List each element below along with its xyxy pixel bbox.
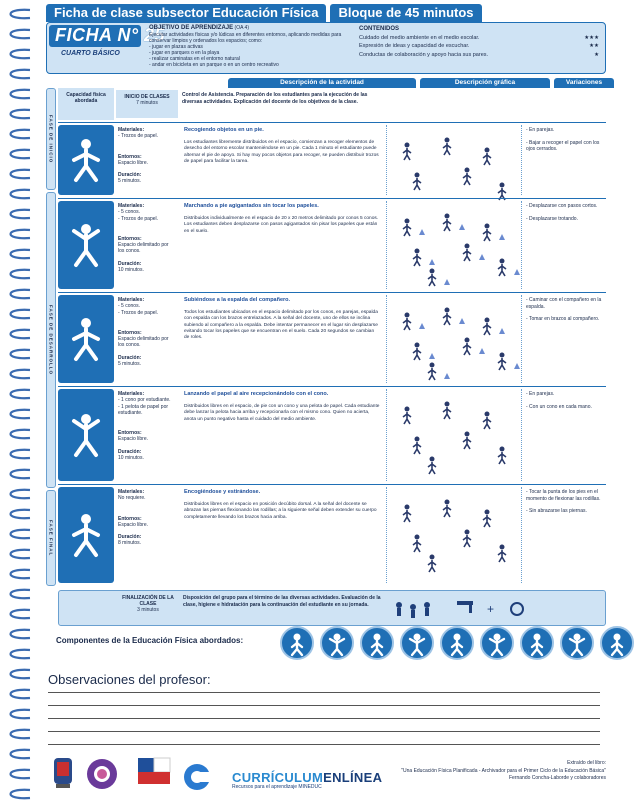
duration-line: Duración:: [118, 354, 142, 361]
content-item: Expresión de ideas y capacidad de escuchar.: [359, 43, 470, 50]
component-icon: [520, 626, 554, 660]
space-line: Entornos:: [118, 515, 142, 522]
objective-title: OBJETIVO DE APRENDIZAJE: [149, 25, 234, 31]
finish-label: FINALIZACIÓN DE LA CLASE: [122, 595, 174, 607]
finish-text: Disposición del grupo para el término de las diversas actividades. Evaluación de la clase, higiene e hidratación para la continuación del estudiante en su jornada.: [183, 595, 381, 608]
brand-b: ENLÍNEA: [323, 770, 383, 785]
component-icon: [400, 626, 434, 660]
materials-line: Materiales:: [118, 127, 145, 133]
activity-title: Subiéndose a la espalda del compañero.: [184, 297, 291, 303]
athlete-figure-icon: [66, 315, 106, 363]
materials-line: - 1 pelota de papel por estudiante.: [118, 403, 169, 416]
capacity-icon: [58, 389, 114, 481]
component-icon: [560, 626, 594, 660]
objective-item: - jugar en plazas activas: [149, 44, 203, 51]
materials-line: - 1 cono por estudiante.: [118, 397, 171, 404]
col-variations: Variaciones: [554, 78, 614, 88]
materials-line: - 5 conos.: [118, 303, 140, 310]
objective-item: - jugar en parques o en la playa: [149, 50, 220, 57]
start-label: INICIO DE CLASES: [124, 94, 170, 100]
capacity-icon: [58, 295, 114, 383]
space-line: Espacio libre.: [118, 436, 149, 443]
top-info-box: [46, 22, 606, 74]
duration-line: Duración:: [118, 534, 142, 540]
start-box: [116, 90, 178, 118]
activity-graphic: [386, 487, 522, 583]
materials-line: Materiales:: [118, 489, 145, 495]
content-stars: ★★★: [584, 35, 599, 41]
space-line: Espacio delimitado por los conos.: [118, 242, 169, 255]
materials-line: Materiales:: [118, 203, 145, 209]
ficha-number: FICHA N° 25: [55, 25, 166, 45]
activity-text: Distribuidos libres en el espacio, de pie con un cono y una pelota de papel. Cada estudiante debe lanzar la pelota hacia arriba y recepcionarla con el mismo cono. Quien no acierta, anota un punto negativo hasta el cuidado del medio ambiente.: [184, 404, 380, 422]
athlete-figure-icon: [66, 411, 106, 459]
materials-line: Materiales:: [118, 297, 145, 303]
phase-development: FASE DE DESARROLLO: [46, 192, 56, 488]
materials-cell: [116, 125, 178, 195]
variations-cell: [524, 389, 606, 481]
scene-illustration: [387, 125, 521, 193]
variation-line: - Tocar la punta de los pies en el momento de flexionar las rodillas.: [526, 489, 601, 502]
component-icon: [320, 626, 354, 660]
space-line: Entornos:: [118, 430, 142, 436]
activity-graphic: [386, 389, 522, 481]
materials-line: - Trozos de papel.: [118, 215, 159, 222]
variation-line: - Caminar con el compañero en la espalda.: [526, 297, 602, 310]
mineduc-logo-icon: [136, 756, 172, 792]
obs-line: [48, 731, 600, 732]
materials-line: Materiales:: [118, 391, 145, 397]
finish-graphic: [387, 595, 587, 623]
variation-line: - Desplazarse trotando.: [526, 215, 578, 222]
activity-text: Los estudiantes libremente distribuidos en el espacio, comienzan a recoger elementos de desecho del entorno escolar manteniéndose en un pie. Cada 1 minuto el estudiante puede alternar el pie de apoyo. Si hay muy pocos objetos para recoger, se pueden distribuir trozos de papel para facilitar la tarea.: [184, 140, 379, 164]
curriculum-brand: [232, 770, 382, 785]
observations-label: Observaciones del profesor:: [48, 672, 211, 687]
scene-illustration: [387, 389, 521, 479]
notebook-spiral: [0, 0, 36, 800]
activity-cell: [182, 201, 382, 289]
duration-line: 5 minutos.: [118, 178, 142, 185]
activity-title: Lanzando el papel al aire recepcionándolo con el cono.: [184, 391, 329, 397]
content-stars: ★: [594, 51, 599, 58]
activity-row: [58, 122, 606, 196]
obs-line: [48, 705, 600, 706]
activity-cell: [182, 295, 382, 383]
athlete-figure-icon: [66, 511, 106, 559]
source-credit: [401, 760, 606, 783]
activity-row: [58, 386, 606, 482]
activity-row: [58, 292, 606, 384]
duration-line: 5 minutos.: [118, 360, 142, 367]
variation-line: - Con un cono en cada mano.: [526, 403, 592, 410]
col-activity: Descripción de la actividad: [228, 78, 416, 88]
contents-title: CONTENIDOS: [359, 26, 400, 32]
activity-cell: [182, 389, 382, 481]
inta-logo-icon: [84, 756, 120, 792]
phase-start: FASE DE INICIO: [46, 88, 56, 190]
obs-line: [48, 692, 600, 693]
variations-cell: [524, 201, 606, 289]
objective-text: Ejecutar actividades físicas y/o lúdicas en diferentes entornos, aplicando medidas para conservar limpios y ordenados los espacios; como:: [149, 32, 342, 45]
variations-cell: [524, 487, 606, 583]
capacity-icon: [58, 125, 114, 195]
variation-line: - En parejas.: [526, 127, 555, 133]
variation-line: - Sin abrazarse las piernas.: [526, 508, 587, 514]
start-text: Control de Asistencia. Preparación de los estudiantes para la ejecución de las diversas actividades. Explicación del docente de los objetivos de la clase.: [182, 92, 368, 105]
activity-text: Distribuidos libres en el espacio en posición decúbito dorsal. A la señal del docente se abrazan las piernas flexionando las rodillas; a la siguiente señal deben extender su cuerpo completamente llevando los brazos hacia arriba.: [184, 502, 377, 520]
activity-graphic: [386, 295, 522, 383]
duration-line: Duración:: [118, 448, 142, 455]
objective-item: - andar en bicicleta en un parque o en un centro recreativo: [149, 62, 279, 69]
header-title: Ficha de clase subsector Educación Física: [46, 4, 326, 22]
credit-line: Fernando Concha-Laborde y colaboradores: [508, 775, 606, 781]
content-item: Cuidado del medio ambiente en el medio escolar.: [359, 35, 480, 41]
materials-cell: [116, 295, 178, 383]
obs-line: [48, 718, 600, 719]
component-icon: [480, 626, 514, 660]
capacity-label: Capacidad física abordada: [58, 88, 114, 120]
component-icon: [600, 626, 634, 660]
materials-cell: [116, 201, 178, 289]
activity-title: Recogiendo objetos en un pie.: [184, 127, 264, 133]
materials-line: No requiere.: [118, 495, 146, 502]
component-icon: [280, 626, 314, 660]
header: [46, 4, 482, 22]
space-line: Espacio delimitado por los conos.: [118, 336, 169, 349]
credit-line: Extraído del libro:: [567, 760, 606, 766]
scene-illustration: [387, 295, 521, 381]
header-block: Bloque de 45 minutos: [330, 4, 481, 22]
finish-row: [58, 590, 606, 626]
capacity-icon: [58, 201, 114, 289]
athlete-figure-icon: [66, 136, 106, 184]
finish-time: 3 minutos: [137, 607, 159, 613]
space-line: Entornos:: [118, 153, 142, 160]
component-icon: [360, 626, 394, 660]
variation-line: - En parejas.: [526, 391, 555, 397]
materials-line: - Trozos de papel.: [118, 309, 159, 316]
materials-cell: [116, 389, 178, 481]
start-row: [58, 88, 606, 120]
activity-cell: [182, 487, 382, 583]
course-label: CUARTO BÁSICO: [61, 50, 120, 57]
variations-cell: [524, 295, 606, 383]
finish-box: [117, 595, 179, 613]
activity-title: Marchando a pie agigantados sin tocar los papeles.: [184, 203, 319, 209]
materials-line: - Trozos de papel.: [118, 133, 159, 140]
activity-text: Todos los estudiantes ubicados en el espacio delimitado por los conos, en parejas, espalda con espalda con los brazos entrelazados. A la señal del docente, uno de ellos se inclina subiendo al compañero a la espalda. Debe intentar permanecer en el lugar sin desplazarse evitando tocar los papeles que se encuentran en el suelo. Cada 20 segundos se cambian de roles.: [184, 310, 378, 341]
variation-line: - Desplazarse con pasos cortos.: [526, 203, 598, 209]
credit-line: "Una Educación Física Planificada - Archivador para el Primer Ciclo de la Educación Básica": [401, 767, 606, 774]
chile-seal-icon: [52, 756, 74, 792]
scene-illustration: [387, 201, 521, 287]
athlete-figure-icon: [66, 221, 106, 269]
activity-title: Encogiéndose y estirándose.: [184, 489, 261, 495]
activity-table: [46, 78, 606, 626]
component-icons: [280, 626, 634, 660]
duration-line: 8 minutos.: [118, 540, 142, 547]
objective: [149, 25, 349, 68]
activity-graphic: [386, 201, 522, 289]
materials-cell: [116, 487, 178, 583]
phase-final: FASE FINAL: [46, 490, 56, 586]
activity-row: [58, 198, 606, 290]
duration-line: Duración:: [118, 260, 142, 267]
variation-line: - Tomar en brazos al compañero.: [526, 316, 600, 322]
objective-item: - realizar caminatas en el entorno natural: [149, 56, 240, 63]
col-graphic: Descripción gráfica: [420, 78, 550, 88]
materials-line: - 5 conos.: [118, 209, 140, 216]
space-line: Entornos:: [118, 329, 142, 336]
brand-a: CURRÍCULUM: [232, 770, 324, 785]
brand-sub: Recursos para el aprendizaje MINEDUC: [232, 784, 322, 790]
start-time: 7 minutos: [136, 100, 158, 106]
activity-graphic: [386, 125, 522, 195]
variations-cell: [524, 125, 606, 195]
contents: [359, 25, 599, 59]
content-stars: ★★: [589, 43, 599, 50]
curriculum-logo-icon: [182, 762, 226, 792]
component-icon: [440, 626, 474, 660]
content-item: Conductas de colaboración y apoyo hacia sus pares.: [359, 51, 489, 58]
activity-row: [58, 484, 606, 584]
activity-cell: [182, 125, 382, 195]
obs-line: [48, 744, 600, 745]
svg-text:+: +: [487, 602, 495, 616]
duration-line: 10 minutos.: [118, 454, 144, 461]
space-line: Espacio libre.: [118, 521, 149, 528]
activity-text: Distribuidos individualmente en el espacio de 20 x 20 metros delimitado por conos 5 conos. Los estudiantes deben desplazarse con pasos agigantados sin pisar los papeles que están en el suelo.: [184, 216, 379, 234]
scene-illustration: [387, 487, 521, 581]
duration-line: 10 minutos.: [118, 266, 144, 273]
footer: [46, 752, 606, 800]
components-label: Componentes de la Educación Física abordados:: [56, 636, 244, 645]
objective-code: (OA 4): [234, 25, 249, 31]
space-line: Entornos:: [118, 235, 142, 242]
variation-line: - Bajar a recoger el papel con los ojos cerrados.: [526, 139, 600, 152]
space-line: Espacio libre.: [118, 159, 149, 166]
duration-line: Duración:: [118, 172, 142, 178]
capacity-icon: [58, 487, 114, 583]
